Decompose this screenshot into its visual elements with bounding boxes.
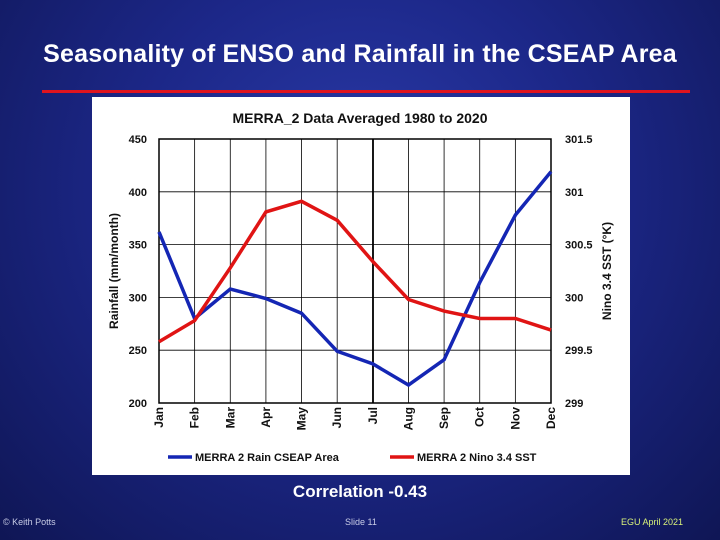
footer-slide-number: Slide 11: [345, 517, 377, 527]
chart-title: MERRA_2 Data Averaged 1980 to 2020: [232, 110, 488, 126]
title-divider: [42, 90, 690, 93]
chart-grid: [159, 139, 551, 403]
correlation-text: Correlation -0.43: [292, 482, 428, 501]
slide-title: Seasonality of ENSO and Rainfall in the CSEAP Area: [43, 40, 677, 68]
y-tick-label-left: 200: [128, 398, 147, 410]
x-tick-label: Jun: [330, 407, 345, 429]
x-tick-label: Mar: [223, 407, 238, 429]
series-lines: [159, 172, 551, 386]
y-axis-label-left: Rainfall (mm/month): [107, 213, 121, 329]
left-axis-ticks: [129, 134, 147, 410]
chart-panel: [92, 97, 630, 475]
y-tick-label-right: 301: [565, 186, 584, 199]
line-chart: [92, 97, 630, 475]
y-tick-label-right: 299: [565, 398, 584, 410]
plot-area-frame: [159, 139, 551, 403]
x-tick-label: Oct: [472, 407, 487, 428]
y-axis-label-right: Nino 3.4 SST (°K): [600, 221, 614, 321]
y-tick-label-left: 350: [128, 239, 147, 252]
x-tick-label: Jul: [365, 407, 380, 425]
x-tick-label: Nov: [508, 407, 523, 430]
y-tick-label-left: 450: [128, 134, 147, 146]
y-tick-label-right: 301.5: [565, 134, 593, 146]
x-tick-label: Sep: [437, 407, 452, 430]
x-tick-label: Feb: [187, 407, 202, 429]
footer-copyright: © Keith Potts: [3, 517, 56, 527]
footer-event: EGU April 2021: [621, 517, 684, 527]
x-axis-ticks: [152, 407, 558, 431]
y-tick-label-right: 300: [565, 292, 584, 305]
rain-series-line: [159, 172, 551, 385]
legend-label-rain: MERRA 2 Rain CSEAP Area: [195, 452, 339, 464]
sst-series-line: [159, 201, 551, 341]
y-tick-label-left: 300: [128, 292, 147, 305]
x-tick-label: Apr: [258, 407, 273, 428]
legend-label-sst: MERRA 2 Nino 3.4 SST: [417, 452, 537, 464]
chart-legend: [168, 452, 537, 464]
y-tick-label-left: 400: [128, 186, 147, 199]
x-tick-label: Jan: [152, 407, 166, 428]
x-tick-label: Dec: [544, 407, 558, 430]
right-axis-ticks: [565, 134, 593, 410]
y-tick-label-right: 299.5: [565, 345, 593, 358]
x-tick-label: May: [294, 407, 309, 431]
y-tick-label-right: 300.5: [565, 239, 593, 252]
y-tick-label-left: 250: [128, 345, 147, 358]
x-tick-label: Aug: [401, 407, 416, 431]
